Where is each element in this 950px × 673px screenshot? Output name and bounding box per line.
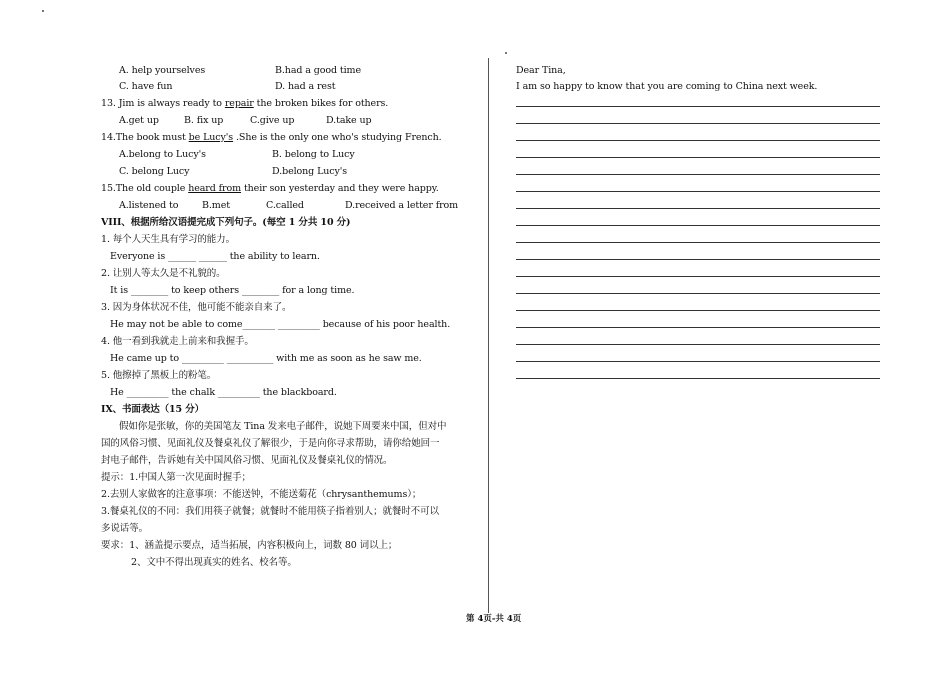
q13-underlined: repair — [224, 98, 254, 109]
page-number: 第 4页-共 4页 — [466, 614, 522, 624]
s9-para-line1: 假如你是张敏，你的美国笔友 Tina 发来电子邮件，说她下周要来中国，但对中 — [119, 421, 447, 432]
writing-line[interactable] — [516, 327, 880, 328]
s9-hint3b: 多说话等。 — [101, 523, 149, 534]
q15-option-a: A.listened to — [119, 200, 179, 211]
s8-item3-blank1[interactable]: _______ — [242, 319, 275, 330]
q13-option-c: C.give up — [250, 115, 295, 126]
writing-line[interactable] — [516, 293, 880, 294]
s8-item4-en: He came up to _________ __________ with me as soon as he saw me. — [110, 353, 422, 364]
s8-item4-cn: 4. 他一看到我就走上前来和我握手。 — [101, 336, 254, 347]
writing-line[interactable] — [516, 106, 880, 107]
s8-item1-en: Everyone is ______ ______ the ability to learn. — [110, 251, 320, 262]
s8-item5-blank2[interactable]: _________ — [217, 387, 260, 398]
writing-line[interactable] — [516, 123, 880, 124]
s9-hint1: 提示：1.中国人第一次见面时握手； — [101, 472, 251, 483]
s8-item5-cn: 5. 他擦掉了黑板上的粉笔。 — [101, 370, 217, 381]
q13-stem: 13. Jim is always ready to repair the broken bikes for others. — [101, 98, 389, 109]
s8-item2-en: It is ________ to keep others ________ for a long time. — [110, 285, 355, 296]
q14-underlined: be Lucy's — [188, 132, 234, 143]
writing-line[interactable] — [516, 242, 880, 243]
letter-greeting: Dear Tina, — [516, 65, 566, 76]
s8-item2-cn: 2. 让别人等太久是不礼貌的。 — [101, 268, 226, 279]
q12-option-d: D. had a rest — [275, 81, 336, 92]
scan-speck — [42, 10, 44, 12]
q13-option-a: A.get up — [119, 115, 159, 126]
writing-line[interactable] — [516, 157, 880, 158]
writing-line[interactable] — [516, 208, 880, 209]
s9-req2: 2、文中不得出现真实的姓名、校名等。 — [131, 557, 297, 568]
writing-line[interactable] — [516, 344, 880, 345]
s8-item4-blank2[interactable]: __________ — [226, 353, 274, 364]
writing-line[interactable] — [516, 276, 880, 277]
q15-stem: 15.The old couple heard from their son yesterday and they were happy. — [101, 183, 439, 194]
q15-option-c: C.called — [266, 200, 304, 211]
s8-item3-blank2[interactable]: _________ — [277, 319, 320, 330]
writing-line[interactable] — [516, 225, 880, 226]
q12-option-a: A. help yourselves — [119, 65, 206, 76]
q14-stem: 14.The book must be Lucy's .She is the only one who's studying French. — [101, 132, 442, 143]
q15-underlined: heard from — [188, 183, 242, 194]
s8-item5-blank1[interactable]: _________ — [126, 387, 169, 398]
s9-hint3a: 3.餐桌礼仪的不同：我们用筷子就餐；就餐时不能用筷子指着别人；就餐时不可以 — [101, 506, 439, 517]
q14-option-b: B. belong to Lucy — [272, 149, 355, 160]
s9-para-line2: 国的风俗习惯、见面礼仪及餐桌礼仪了解很少，于是向你寻求帮助，请你给她回一 — [101, 438, 440, 449]
q12-option-b: B.had a good time — [275, 65, 361, 76]
letter-opening: I am so happy to know that you are coming to China next week. — [516, 81, 818, 92]
s8-item1-cn: 1. 每个人天生具有学习的能力。 — [101, 234, 235, 245]
s9-para-line3: 封电子邮件，告诉她有关中国风俗习惯、见面礼仪及餐桌礼仪的情况。 — [101, 455, 393, 466]
s8-item3-en: He may not be able to come_______ _________ because of his poor health. — [110, 319, 451, 330]
s8-item3-cn: 3. 因为身体状况不佳，他可能不能亲自来了。 — [101, 302, 292, 313]
column-divider — [488, 58, 489, 613]
q13-option-b: B. fix up — [184, 115, 224, 126]
writing-line[interactable] — [516, 191, 880, 192]
q15-option-d: D.received a letter from — [345, 200, 459, 211]
s9-hint2: 2.去别人家做客的注意事项：不能送钟，不能送菊花（chrysanthemums）； — [101, 489, 422, 500]
s8-item1-blank1[interactable]: ______ — [168, 251, 196, 262]
s8-item2-blank2[interactable]: ________ — [241, 285, 280, 296]
s8-item5-en: He _________ the chalk _________ the blackboard. — [110, 387, 337, 398]
q12-option-c: C. have fun — [119, 81, 173, 92]
scan-speck — [505, 52, 507, 54]
q14-option-d: D.belong Lucy's — [272, 166, 348, 177]
s8-item4-blank1[interactable]: _________ — [181, 353, 224, 364]
q14-option-c: C. belong Lucy — [119, 166, 190, 177]
writing-line[interactable] — [516, 140, 880, 141]
s8-item2-blank1[interactable]: ________ — [130, 285, 169, 296]
s8-item1-blank2[interactable]: ______ — [198, 251, 227, 262]
q14-option-a: A.belong to Lucy's — [119, 149, 206, 160]
section8-heading: VIII、根据所给汉语提完成下列句子。(每空 1 分共 10 分) — [101, 217, 351, 228]
writing-line[interactable] — [516, 361, 880, 362]
section9-heading: IX、书面表达（15 分） — [101, 404, 205, 415]
writing-line[interactable] — [516, 310, 880, 311]
q13-option-d: D.take up — [326, 115, 372, 126]
writing-line[interactable] — [516, 174, 880, 175]
q15-option-b: B.met — [202, 200, 230, 211]
writing-line[interactable] — [516, 378, 880, 379]
writing-line[interactable] — [516, 259, 880, 260]
s9-req1: 要求：1、涵盖提示要点，适当拓展，内容积极向上，词数 80 词以上； — [101, 540, 398, 551]
